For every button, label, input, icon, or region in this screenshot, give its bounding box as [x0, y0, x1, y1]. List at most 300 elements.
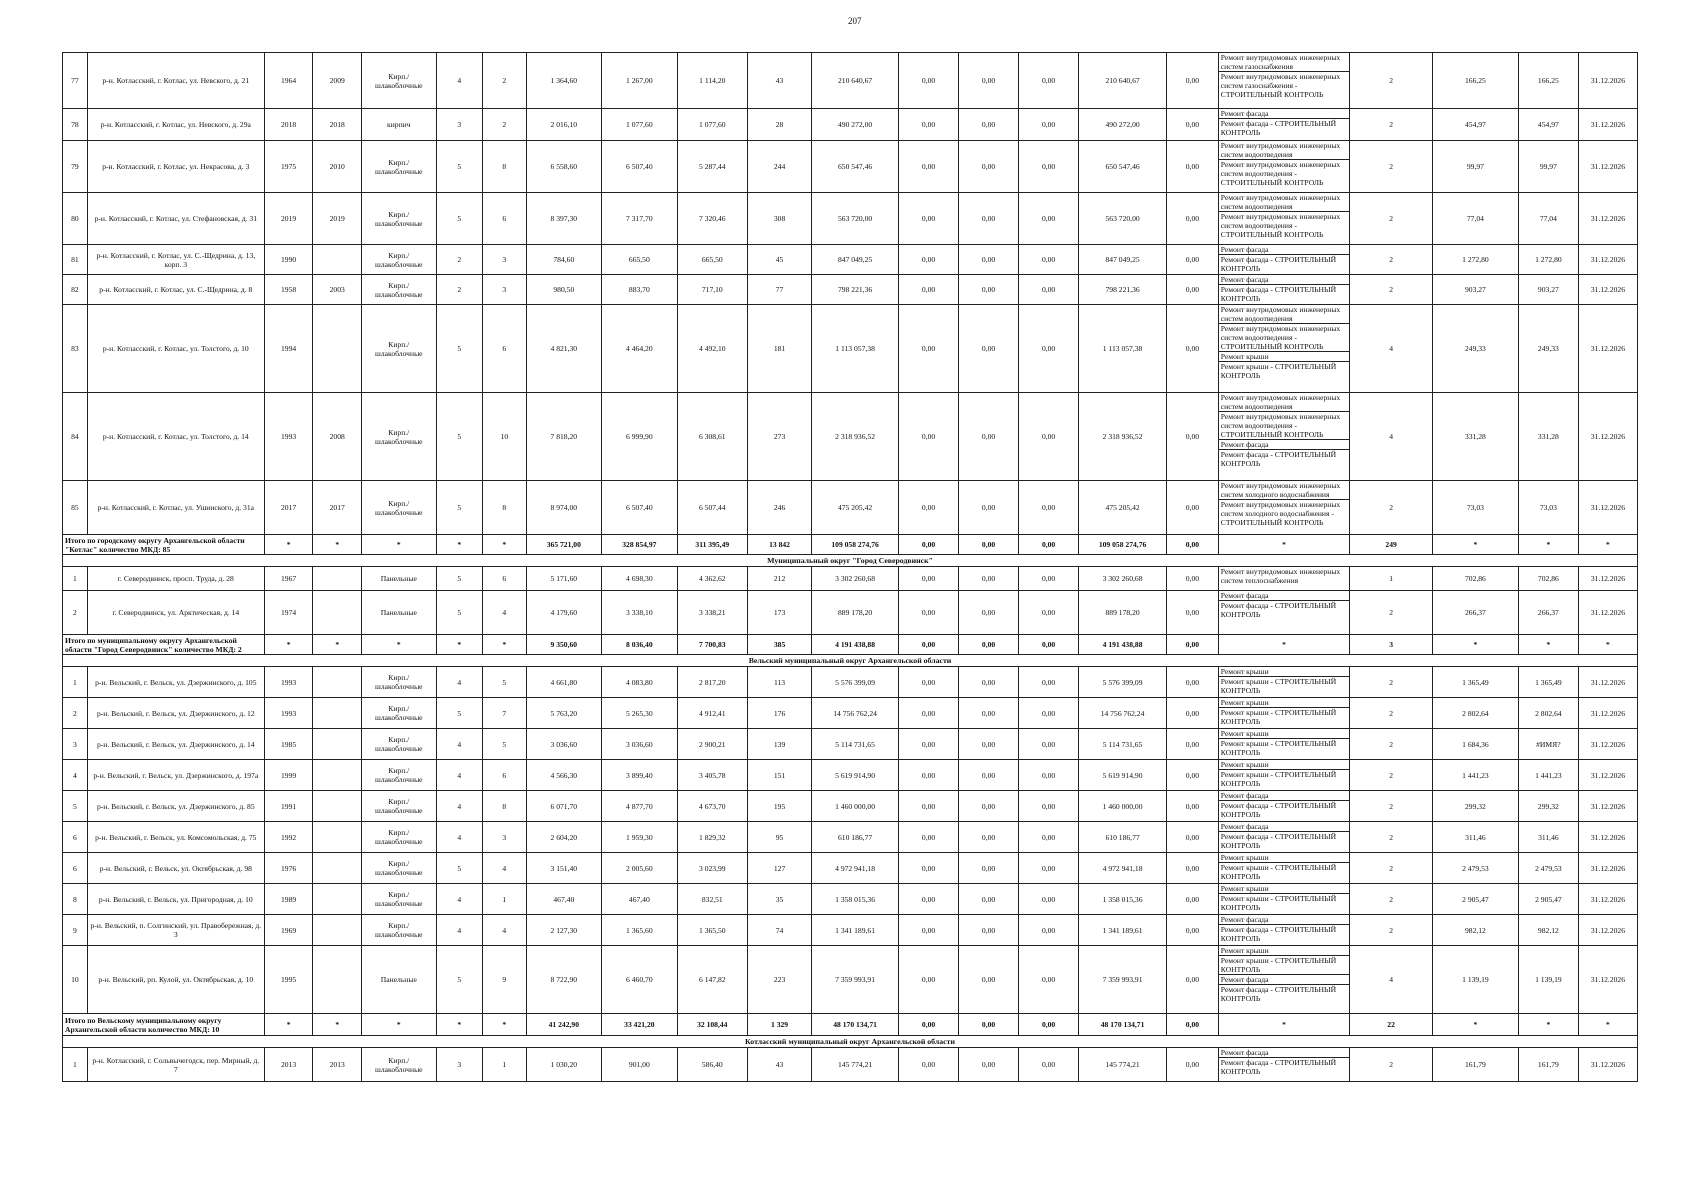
- works-count-cell: 2: [1350, 698, 1433, 729]
- work-item: Ремонт фасада - СТРОИТЕЛЬНЫЙ КОНТРОЛЬ: [1220, 450, 1337, 468]
- living-area-cell: 5 265,30: [602, 698, 678, 729]
- repair-cost-cell: 210 640,67: [812, 53, 899, 109]
- address-cell: р-н. Котласский, г. Котлас, ул. Толстого, д. 14: [87, 393, 264, 481]
- total-area-cell: 9 350,60: [526, 635, 602, 655]
- address-cell: р-н. Вельский, г. Вельск, ул. Октябрьская, д. 98: [87, 853, 264, 884]
- max-unit-cost-cell: 1 365,49: [1518, 667, 1578, 698]
- row-number: 82: [63, 275, 88, 305]
- local-cost-cell: 0,00: [1019, 667, 1079, 698]
- max-unit-cost-cell: 903,27: [1518, 275, 1578, 305]
- works-count-cell: 2: [1350, 141, 1433, 193]
- fund-cost-cell: 0,00: [899, 915, 959, 946]
- local-cost-cell: 0,00: [1019, 141, 1079, 193]
- repair-cost-cell: 475 205,42: [812, 481, 899, 535]
- owned-area-cell: 832,51: [677, 884, 747, 915]
- entrances-cell: 5: [483, 729, 526, 760]
- residents-cell: 43: [747, 1048, 811, 1082]
- owned-area-cell: 4 912,41: [677, 698, 747, 729]
- deadline-cell: 31.12.2026: [1578, 946, 1637, 1014]
- row-number: 78: [63, 109, 88, 141]
- owned-area-cell: 1 829,32: [677, 822, 747, 853]
- work-item: Ремонт крыши: [1219, 884, 1349, 894]
- entrances-cell: 10: [483, 393, 526, 481]
- work-item: Ремонт фасада: [1219, 1048, 1349, 1058]
- address-cell: р-н. Котласский, г. Сольвычегодск, пер. Мирный, д. 7: [87, 1048, 264, 1082]
- unit-cost-cell: 982,12: [1432, 915, 1518, 946]
- address-cell: р-н. Вельский, г. Вельск, ул. Дзержинского, д. 197а: [87, 760, 264, 791]
- star-cell: *: [436, 535, 483, 555]
- deadline-cell: 31.12.2026: [1578, 275, 1637, 305]
- floors-cell: 3: [436, 109, 483, 141]
- owned-area-cell: 1 365,50: [677, 915, 747, 946]
- max-unit-cost-cell: 99,97: [1518, 141, 1578, 193]
- work-item: Ремонт внутридомовых инженерных систем водоотведения - СТРОИТЕЛЬНЫЙ КОНТРОЛЬ: [1220, 160, 1341, 187]
- regional-cost-cell: 0,00: [959, 760, 1019, 791]
- repair-cost-cell: 847 049,25: [812, 245, 899, 275]
- unit-cost-cell: 249,33: [1432, 305, 1518, 393]
- residents-cell: 113: [747, 667, 811, 698]
- year-reconstruction-cell: [313, 791, 362, 822]
- living-area-cell: 4 464,20: [602, 305, 678, 393]
- year-reconstruction-cell: 2017: [313, 481, 362, 535]
- living-area-cell: 6 507,40: [602, 481, 678, 535]
- works-count-cell: 2: [1350, 109, 1433, 141]
- star-cell: *: [1432, 535, 1518, 555]
- local-cost-cell: 0,00: [1019, 109, 1079, 141]
- residents-cell: 195: [747, 791, 811, 822]
- unit-cost-cell: 1 684,36: [1432, 729, 1518, 760]
- entrances-cell: 8: [483, 791, 526, 822]
- works-count-cell: 2: [1350, 1048, 1433, 1082]
- wall-material-cell: Кирп./ шлакоблочные: [362, 729, 437, 760]
- unit-cost-cell: 311,46: [1432, 822, 1518, 853]
- works-count-cell: 249: [1350, 535, 1433, 555]
- deadline-cell: 31.12.2026: [1578, 791, 1637, 822]
- max-unit-cost-cell: 331,28: [1518, 393, 1578, 481]
- residents-cell: 212: [747, 567, 811, 591]
- work-item: Ремонт внутридомовых инженерных систем водоотведения - СТРОИТЕЛЬНЫЙ КОНТРОЛЬ: [1219, 412, 1349, 440]
- year-built-cell: 1967: [264, 567, 313, 591]
- other-cost-cell: 0,00: [1167, 393, 1219, 481]
- row-number: 6: [63, 822, 88, 853]
- owned-area-cell: 311 395,49: [677, 535, 747, 555]
- max-unit-cost-cell: 982,12: [1518, 915, 1578, 946]
- local-cost-cell: 0,00: [1019, 884, 1079, 915]
- living-area-cell: 6 999,90: [602, 393, 678, 481]
- work-item: Ремонт фасада - СТРОИТЕЛЬНЫЙ КОНТРОЛЬ: [1220, 601, 1337, 619]
- max-unit-cost-cell: 1 272,80: [1518, 245, 1578, 275]
- other-cost-cell: 0,00: [1167, 245, 1219, 275]
- living-area-cell: 665,50: [602, 245, 678, 275]
- table-row: [63, 275, 1638, 305]
- repair-cost-cell: 2 318 936,52: [812, 393, 899, 481]
- table-row: [63, 393, 1638, 481]
- living-area-cell: 1 365,60: [602, 915, 678, 946]
- works-cell: [1218, 245, 1349, 275]
- year-reconstruction-cell: [313, 567, 362, 591]
- year-built-cell: 1974: [264, 591, 313, 635]
- works-cell: [1218, 141, 1349, 193]
- max-unit-cost-cell: 2 479,53: [1518, 853, 1578, 884]
- total-area-cell: 8 397,30: [526, 193, 602, 245]
- repair-cost-cell: 650 547,46: [812, 141, 899, 193]
- fund-cost-cell: 0,00: [899, 305, 959, 393]
- repair-cost-cell: 5 114 731,65: [812, 729, 899, 760]
- entrances-cell: 4: [483, 591, 526, 635]
- regional-cost-cell: 0,00: [959, 635, 1019, 655]
- total-area-cell: 4 566,30: [526, 760, 602, 791]
- table-row: [63, 567, 1638, 591]
- year-built-cell: 1993: [264, 393, 313, 481]
- works-count-cell: 2: [1350, 853, 1433, 884]
- repair-cost-cell: 563 720,00: [812, 193, 899, 245]
- floors-cell: 5: [436, 698, 483, 729]
- work-item: Ремонт крыши - СТРОИТЕЛЬНЫЙ КОНТРОЛЬ: [1220, 894, 1337, 912]
- year-reconstruction-cell: [313, 822, 362, 853]
- living-area-cell: 4 698,30: [602, 567, 678, 591]
- star-cell: *: [1518, 635, 1578, 655]
- works-cell: [1218, 591, 1349, 635]
- year-built-cell: 1958: [264, 275, 313, 305]
- owners-cost-cell: 1 460 000,00: [1079, 791, 1167, 822]
- year-built-cell: 1985: [264, 729, 313, 760]
- max-unit-cost-cell: 2 802,64: [1518, 698, 1578, 729]
- residents-cell: 13 842: [747, 535, 811, 555]
- unit-cost-cell: 2 802,64: [1432, 698, 1518, 729]
- owners-cost-cell: 798 221,36: [1079, 275, 1167, 305]
- works-cell: [1218, 567, 1349, 591]
- fund-cost-cell: 0,00: [899, 535, 959, 555]
- owned-area-cell: 1 077,60: [677, 109, 747, 141]
- regional-cost-cell: 0,00: [959, 591, 1019, 635]
- other-cost-cell: 0,00: [1167, 884, 1219, 915]
- work-item: Ремонт крыши - СТРОИТЕЛЬНЫЙ КОНТРОЛЬ: [1220, 863, 1337, 881]
- year-reconstruction-cell: 2013: [313, 1048, 362, 1082]
- wall-material-cell: Кирп./ шлакоблочные: [362, 760, 437, 791]
- repair-cost-cell: 610 186,77: [812, 822, 899, 853]
- total-area-cell: 2 604,20: [526, 822, 602, 853]
- owners-cost-cell: 7 359 993,91: [1079, 946, 1167, 1014]
- works-cell: [1218, 305, 1349, 393]
- year-reconstruction-cell: 2008: [313, 393, 362, 481]
- year-reconstruction-cell: 2009: [313, 53, 362, 109]
- capital-repair-table: [62, 52, 1638, 1082]
- local-cost-cell: 0,00: [1019, 567, 1079, 591]
- living-area-cell: 4 877,70: [602, 791, 678, 822]
- work-item: Ремонт фасада - СТРОИТЕЛЬНЫЙ КОНТРОЛЬ: [1220, 285, 1337, 303]
- row-number: 80: [63, 193, 88, 245]
- deadline-cell: 31.12.2026: [1578, 822, 1637, 853]
- local-cost-cell: 0,00: [1019, 1048, 1079, 1082]
- work-item: Ремонт фасада: [1219, 822, 1349, 832]
- year-built-cell: 2018: [264, 109, 313, 141]
- owned-area-cell: 1 114,20: [677, 53, 747, 109]
- year-reconstruction-cell: 2010: [313, 141, 362, 193]
- living-area-cell: 8 036,40: [602, 635, 678, 655]
- row-number: 9: [63, 915, 88, 946]
- fund-cost-cell: 0,00: [899, 481, 959, 535]
- owners-cost-cell: 847 049,25: [1079, 245, 1167, 275]
- entrances-cell: 9: [483, 946, 526, 1014]
- section-title: Муниципальный округ "Город Северодвинск": [63, 555, 1638, 567]
- max-unit-cost-cell: 311,46: [1518, 822, 1578, 853]
- owned-area-cell: 586,40: [677, 1048, 747, 1082]
- row-number: 10: [63, 946, 88, 1014]
- fund-cost-cell: 0,00: [899, 1014, 959, 1036]
- fund-cost-cell: 0,00: [899, 567, 959, 591]
- residents-cell: 1 329: [747, 1014, 811, 1036]
- regional-cost-cell: 0,00: [959, 141, 1019, 193]
- works-count-cell: 4: [1350, 305, 1433, 393]
- work-item: Ремонт внутридомовых инженерных систем водоотведения: [1219, 393, 1349, 412]
- local-cost-cell: 0,00: [1019, 946, 1079, 1014]
- fund-cost-cell: 0,00: [899, 667, 959, 698]
- work-item: Ремонт фасада: [1219, 975, 1349, 985]
- table-row: [63, 946, 1638, 1014]
- star-cell: *: [436, 1014, 483, 1036]
- table-row: [63, 698, 1638, 729]
- entrances-cell: 6: [483, 567, 526, 591]
- entrances-cell: 2: [483, 53, 526, 109]
- table-row: [63, 53, 1638, 109]
- star-cell: *: [264, 535, 313, 555]
- entrances-cell: 4: [483, 915, 526, 946]
- year-built-cell: 1994: [264, 305, 313, 393]
- address-cell: р-н. Вельский, п. Солгинский, ул. Правобережная, д. 3: [87, 915, 264, 946]
- work-item: Ремонт внутридомовых инженерных систем водоотведения: [1219, 193, 1349, 212]
- regional-cost-cell: 0,00: [959, 884, 1019, 915]
- regional-cost-cell: 0,00: [959, 729, 1019, 760]
- floors-cell: 4: [436, 915, 483, 946]
- year-built-cell: 1999: [264, 760, 313, 791]
- star-cell: *: [1578, 535, 1637, 555]
- local-cost-cell: 0,00: [1019, 305, 1079, 393]
- wall-material-cell: Кирп./ шлакоблочные: [362, 667, 437, 698]
- total-area-cell: 1 364,60: [526, 53, 602, 109]
- local-cost-cell: 0,00: [1019, 915, 1079, 946]
- year-built-cell: 1989: [264, 884, 313, 915]
- star-cell: *: [483, 635, 526, 655]
- year-built-cell: 1969: [264, 915, 313, 946]
- year-reconstruction-cell: 2018: [313, 109, 362, 141]
- fund-cost-cell: 0,00: [899, 698, 959, 729]
- regional-cost-cell: 0,00: [959, 193, 1019, 245]
- repair-cost-cell: 798 221,36: [812, 275, 899, 305]
- year-reconstruction-cell: [313, 698, 362, 729]
- owned-area-cell: 665,50: [677, 245, 747, 275]
- other-cost-cell: 0,00: [1167, 481, 1219, 535]
- work-item: Ремонт фасада: [1219, 275, 1349, 285]
- year-built-cell: 1975: [264, 141, 313, 193]
- works-count-cell: 2: [1350, 53, 1433, 109]
- table-row: [63, 822, 1638, 853]
- max-unit-cost-cell: 73,03: [1518, 481, 1578, 535]
- entrances-cell: 6: [483, 193, 526, 245]
- owners-cost-cell: 1 113 057,38: [1079, 305, 1167, 393]
- other-cost-cell: 0,00: [1167, 567, 1219, 591]
- work-item: Ремонт крыши - СТРОИТЕЛЬНЫЙ КОНТРОЛЬ: [1220, 770, 1337, 788]
- year-reconstruction-cell: [313, 760, 362, 791]
- living-area-cell: 3 338,10: [602, 591, 678, 635]
- row-number: 4: [63, 760, 88, 791]
- living-area-cell: 467,40: [602, 884, 678, 915]
- floors-cell: 4: [436, 53, 483, 109]
- floors-cell: 4: [436, 760, 483, 791]
- row-number: 81: [63, 245, 88, 275]
- table-row: [63, 1048, 1638, 1082]
- other-cost-cell: 0,00: [1167, 1048, 1219, 1082]
- wall-material-cell: Кирп./ шлакоблочные: [362, 275, 437, 305]
- other-cost-cell: 0,00: [1167, 822, 1219, 853]
- row-number: 79: [63, 141, 88, 193]
- table-row: [63, 481, 1638, 535]
- regional-cost-cell: 0,00: [959, 393, 1019, 481]
- fund-cost-cell: 0,00: [899, 853, 959, 884]
- unit-cost-cell: 1 441,23: [1432, 760, 1518, 791]
- year-reconstruction-cell: [313, 946, 362, 1014]
- total-area-cell: 6 071,70: [526, 791, 602, 822]
- star-cell: *: [1218, 635, 1349, 655]
- wall-material-cell: Кирп./ шлакоблочные: [362, 822, 437, 853]
- works-cell: [1218, 791, 1349, 822]
- table-row: [63, 760, 1638, 791]
- unit-cost-cell: 266,37: [1432, 591, 1518, 635]
- repair-cost-cell: 5 576 399,09: [812, 667, 899, 698]
- deadline-cell: 31.12.2026: [1578, 884, 1637, 915]
- star-cell: *: [1432, 1014, 1518, 1036]
- year-built-cell: 2019: [264, 193, 313, 245]
- work-item: Ремонт крыши: [1219, 667, 1349, 677]
- entrances-cell: 1: [483, 884, 526, 915]
- deadline-cell: 31.12.2026: [1578, 853, 1637, 884]
- works-cell: [1218, 822, 1349, 853]
- regional-cost-cell: 0,00: [959, 109, 1019, 141]
- local-cost-cell: 0,00: [1019, 698, 1079, 729]
- living-area-cell: 883,70: [602, 275, 678, 305]
- total-label: Итого по муниципальному округу Архангельской области "Город Северодвинск" количество МКД: 2: [63, 635, 265, 655]
- owned-area-cell: 6 507,44: [677, 481, 747, 535]
- star-cell: *: [1578, 1014, 1637, 1036]
- row-number: 2: [63, 591, 88, 635]
- other-cost-cell: 0,00: [1167, 591, 1219, 635]
- fund-cost-cell: 0,00: [899, 760, 959, 791]
- regional-cost-cell: 0,00: [959, 53, 1019, 109]
- local-cost-cell: 0,00: [1019, 635, 1079, 655]
- entrances-cell: 7: [483, 698, 526, 729]
- fund-cost-cell: 0,00: [899, 275, 959, 305]
- owned-area-cell: 2 900,21: [677, 729, 747, 760]
- star-cell: *: [1432, 635, 1518, 655]
- work-item: Ремонт внутридомовых инженерных систем водоотведения - СТРОИТЕЛЬНЫЙ КОНТРОЛЬ: [1220, 212, 1341, 239]
- other-cost-cell: 0,00: [1167, 109, 1219, 141]
- works-count-cell: 4: [1350, 946, 1433, 1014]
- residents-cell: 176: [747, 698, 811, 729]
- fund-cost-cell: 0,00: [899, 635, 959, 655]
- local-cost-cell: 0,00: [1019, 853, 1079, 884]
- living-area-cell: 901,00: [602, 1048, 678, 1082]
- owners-cost-cell: 4 191 438,88: [1079, 635, 1167, 655]
- works-cell: [1218, 275, 1349, 305]
- works-count-cell: 2: [1350, 760, 1433, 791]
- fund-cost-cell: 0,00: [899, 591, 959, 635]
- entrances-cell: 1: [483, 1048, 526, 1082]
- wall-material-cell: Кирп./ шлакоблочные: [362, 698, 437, 729]
- year-reconstruction-cell: [313, 245, 362, 275]
- floors-cell: 5: [436, 141, 483, 193]
- regional-cost-cell: 0,00: [959, 915, 1019, 946]
- year-built-cell: 2013: [264, 1048, 313, 1082]
- fund-cost-cell: 0,00: [899, 53, 959, 109]
- year-built-cell: 1993: [264, 667, 313, 698]
- regional-cost-cell: 0,00: [959, 1014, 1019, 1036]
- section-header-row: [63, 1036, 1638, 1048]
- residents-cell: 35: [747, 884, 811, 915]
- works-count-cell: 2: [1350, 915, 1433, 946]
- entrances-cell: 3: [483, 822, 526, 853]
- work-item: Ремонт крыши: [1219, 352, 1349, 362]
- total-area-cell: 5 171,60: [526, 567, 602, 591]
- residents-cell: 385: [747, 635, 811, 655]
- star-cell: *: [313, 535, 362, 555]
- owned-area-cell: 7 700,83: [677, 635, 747, 655]
- entrances-cell: 8: [483, 141, 526, 193]
- work-item: Ремонт фасада: [1219, 791, 1349, 801]
- other-cost-cell: 0,00: [1167, 729, 1219, 760]
- wall-material-cell: Кирп./ шлакоблочные: [362, 245, 437, 275]
- works-count-cell: 4: [1350, 393, 1433, 481]
- total-row: [63, 535, 1638, 555]
- owners-cost-cell: 5 576 399,09: [1079, 667, 1167, 698]
- fund-cost-cell: 0,00: [899, 193, 959, 245]
- floors-cell: 5: [436, 591, 483, 635]
- deadline-cell: 31.12.2026: [1578, 915, 1637, 946]
- floors-cell: 5: [436, 305, 483, 393]
- repair-cost-cell: 1 358 015,36: [812, 884, 899, 915]
- owners-cost-cell: 1 341 189,61: [1079, 915, 1167, 946]
- regional-cost-cell: 0,00: [959, 245, 1019, 275]
- table-row: [63, 193, 1638, 245]
- regional-cost-cell: 0,00: [959, 667, 1019, 698]
- owned-area-cell: 4 492,10: [677, 305, 747, 393]
- local-cost-cell: 0,00: [1019, 791, 1079, 822]
- deadline-cell: 31.12.2026: [1578, 591, 1637, 635]
- address-cell: р-н. Вельский, г. Вельск, ул. Пригородная, д. 10: [87, 884, 264, 915]
- works-cell: [1218, 946, 1349, 1014]
- owned-area-cell: 6 147,82: [677, 946, 747, 1014]
- local-cost-cell: 0,00: [1019, 760, 1079, 791]
- owned-area-cell: 4 362,62: [677, 567, 747, 591]
- work-item: Ремонт крыши: [1219, 760, 1349, 770]
- work-item: Ремонт внутридомовых инженерных систем водоотведения - СТРОИТЕЛЬНЫЙ КОНТРОЛЬ: [1219, 324, 1349, 352]
- living-area-cell: 2 005,60: [602, 853, 678, 884]
- year-reconstruction-cell: [313, 884, 362, 915]
- regional-cost-cell: 0,00: [959, 946, 1019, 1014]
- living-area-cell: 3 899,40: [602, 760, 678, 791]
- living-area-cell: 7 317,70: [602, 193, 678, 245]
- works-count-cell: 2: [1350, 591, 1433, 635]
- repair-cost-cell: 14 756 762,24: [812, 698, 899, 729]
- residents-cell: 181: [747, 305, 811, 393]
- owners-cost-cell: 5 114 731,65: [1079, 729, 1167, 760]
- works-cell: [1218, 193, 1349, 245]
- work-item: Ремонт крыши: [1219, 698, 1349, 708]
- living-area-cell: 1 959,30: [602, 822, 678, 853]
- works-cell: [1218, 53, 1349, 109]
- local-cost-cell: 0,00: [1019, 481, 1079, 535]
- work-item: Ремонт фасада - СТРОИТЕЛЬНЫЙ КОНТРОЛЬ: [1220, 801, 1337, 819]
- address-cell: р-н. Вельский, г. Вельск, ул. Дзержинского, д. 12: [87, 698, 264, 729]
- owned-area-cell: 2 817,20: [677, 667, 747, 698]
